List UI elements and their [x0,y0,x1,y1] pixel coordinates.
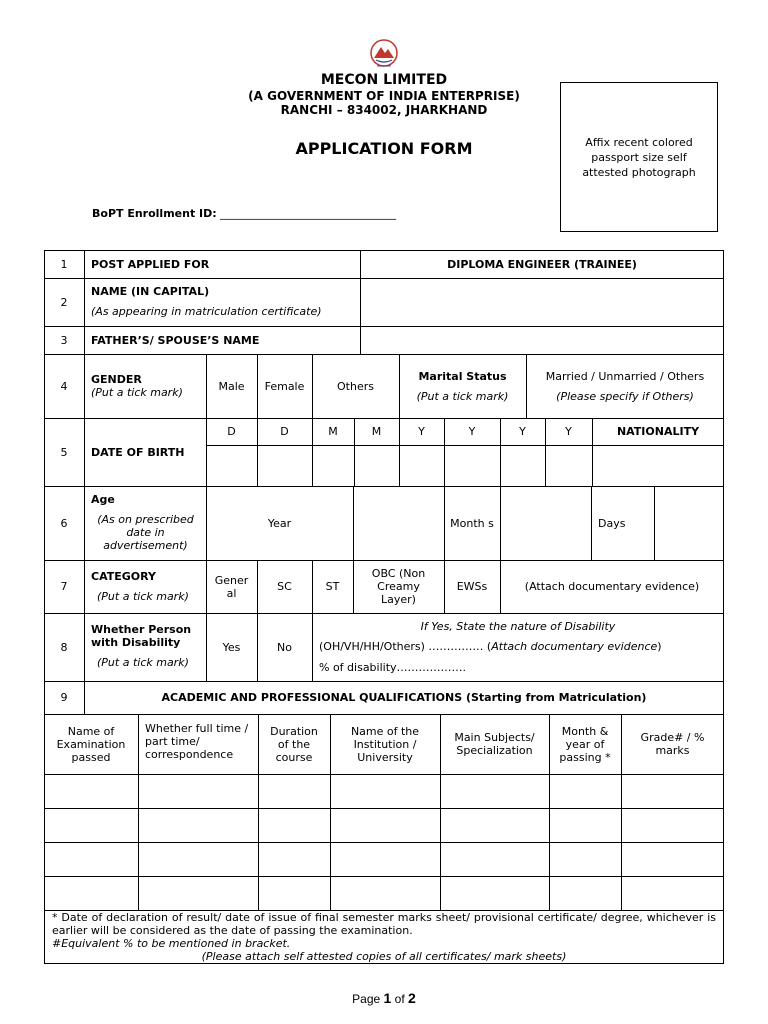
page-current: 1 [383,990,392,1006]
age-year-label: Year [267,516,292,530]
dob-header-y3: Y [519,425,526,438]
enrollment-blank: ________________________________ [220,207,397,220]
page-total: 2 [408,990,416,1006]
disability-types-line [319,640,662,653]
row-4-number: 4 [60,379,68,393]
qual-row[interactable] [44,842,724,876]
disability-types-end: ) [657,640,662,653]
form-title: APPLICATION FORM [295,139,473,158]
age-sub-label: (As on prescribed date in advertisement) [97,513,194,552]
qual-header-mode: Whether full time / part time/ correspondence [145,722,249,761]
dob-header-y1: Y [418,425,425,438]
row-5-number: 5 [60,445,68,459]
category-label: CATEGORY [91,570,156,583]
company-name: MECON LIMITED [320,72,448,88]
category-note: (Attach documentary evidence) [524,580,700,593]
age-days-input[interactable] [654,486,724,560]
qual-row[interactable] [44,808,724,842]
row-7-number: 7 [60,580,68,593]
dob-header-y4: Y [565,425,572,438]
disability-label-cell [84,613,206,681]
qual-row[interactable] [44,876,724,910]
disability-label: Whether Person with Disability [91,623,192,649]
disability-details[interactable] [312,613,724,681]
gender-male-option[interactable]: Male [218,379,245,393]
disability-no-option[interactable]: No [277,640,292,654]
marital-status-note: (Please specify if Others) [556,389,694,403]
qual-header-institution: Name of the Institution / University [350,724,420,764]
father-spouse-label: FATHER’S/ SPOUSE’S NAME [91,333,260,347]
row-6-number: 6 [60,516,68,530]
marital-status-label-cell [399,354,526,418]
age-year-input[interactable] [353,486,444,560]
qual-header-exam: Name of Examination passed [56,724,126,764]
marital-status-sub-label: (Put a tick mark) [416,389,509,403]
name-sub-label: (As appearing in matriculation certificate) [91,305,322,318]
row-8-number: 8 [60,640,68,654]
qual-header-subjects: Main Subjects/ Specialization [454,731,535,757]
category-ews-option[interactable]: EWSs [456,580,488,593]
row-2-number: 2 [60,295,68,309]
category-general-option[interactable]: Gener al [214,573,249,600]
category-sc-option[interactable]: SC [277,580,292,593]
disability-sub-label: (Put a tick mark) [97,656,189,669]
post-applied-value: DIPLOMA ENGINEER (TRAINEE) [447,257,637,271]
name-label: NAME (IN CAPITAL) [91,285,210,298]
name-label-cell [84,278,360,326]
row-3-number: 3 [60,333,68,347]
nationality-input[interactable] [592,445,724,486]
dob-label: DATE OF BIRTH [91,445,185,459]
dob-header-m1: M [328,425,338,438]
category-label-cell [84,560,206,613]
row-9-number: 9 [60,691,68,704]
disability-percent: % of disability………………. [319,661,467,674]
enrollment-label: BoPT Enrollment ID: [92,207,217,220]
company-address: RANCHI – 834002, JHARKHAND [280,103,488,117]
marital-status-label: Marital Status [418,369,507,383]
age-days-label: Days [598,516,626,530]
category-sub-label: (Put a tick mark) [97,590,189,603]
marital-status-choices: Married / Unmarried / Others [545,369,705,383]
gender-label-cell [84,354,206,418]
note-passing-date: * Date of declaration of result/ date of issue of final semester marks sheet/ provisional certificate/ degree, whichever is earlier will be considered as the date of passing the examination. [52,911,716,937]
disability-yes-option[interactable]: Yes [222,640,241,654]
age-label: Age [91,493,115,506]
category-st-option[interactable]: ST [325,580,340,593]
page-number [0,990,768,1006]
name-input[interactable] [360,278,724,326]
qual-header-grade: Grade# / % marks [640,731,705,757]
age-label-cell [84,486,206,560]
gender-label: GENDER [91,373,142,386]
father-spouse-input[interactable] [360,326,724,354]
category-obc-option[interactable]: OBC (Non Creamy Layer) [371,567,426,606]
note-attach: (Please attach self attested copies of all certificates/ mark sheets) [201,950,567,963]
row-1-number: 1 [60,257,68,271]
disability-if-yes: If Yes, State the nature of Disability [420,620,616,633]
marital-status-options[interactable] [526,354,724,418]
dob-header-m2: M [371,425,382,438]
disability-types: (OH/VH/HH/Others) …………… ( [319,640,492,653]
page-word: Page [352,992,381,1006]
age-months-input[interactable] [500,486,591,560]
dob-header-d1: D [227,425,236,438]
qual-row[interactable] [44,774,724,808]
gender-female-option[interactable]: Female [264,379,305,393]
gender-sub-label: (Put a tick mark) [91,386,183,399]
dob-header-d2: D [280,425,289,438]
gender-others-option[interactable]: Others [337,379,374,393]
age-months-label: Month s [450,516,494,530]
qualifications-heading: ACADEMIC AND PROFESSIONAL QUALIFICATIONS (Starting from Matriculation) [161,691,647,704]
note-equivalent: #Equivalent % to be mentioned in bracket. [52,937,291,950]
qual-header-passing: Month & year of passing * [559,724,611,764]
company-subtitle: (A GOVERNMENT OF INDIA ENTERPRISE) [248,89,520,103]
photo-note: Affix recent colored passport size self attested photograph [582,135,696,179]
post-applied-label: POST APPLIED FOR [91,257,210,271]
dob-header-y2: Y [468,425,476,438]
disability-types-note: Attach documentary evidence [491,640,658,653]
dob-input[interactable] [206,445,592,486]
qual-header-duration: Duration of the course [270,724,318,764]
nationality-label: NATIONALITY [616,425,700,438]
of-word: of [394,992,405,1006]
